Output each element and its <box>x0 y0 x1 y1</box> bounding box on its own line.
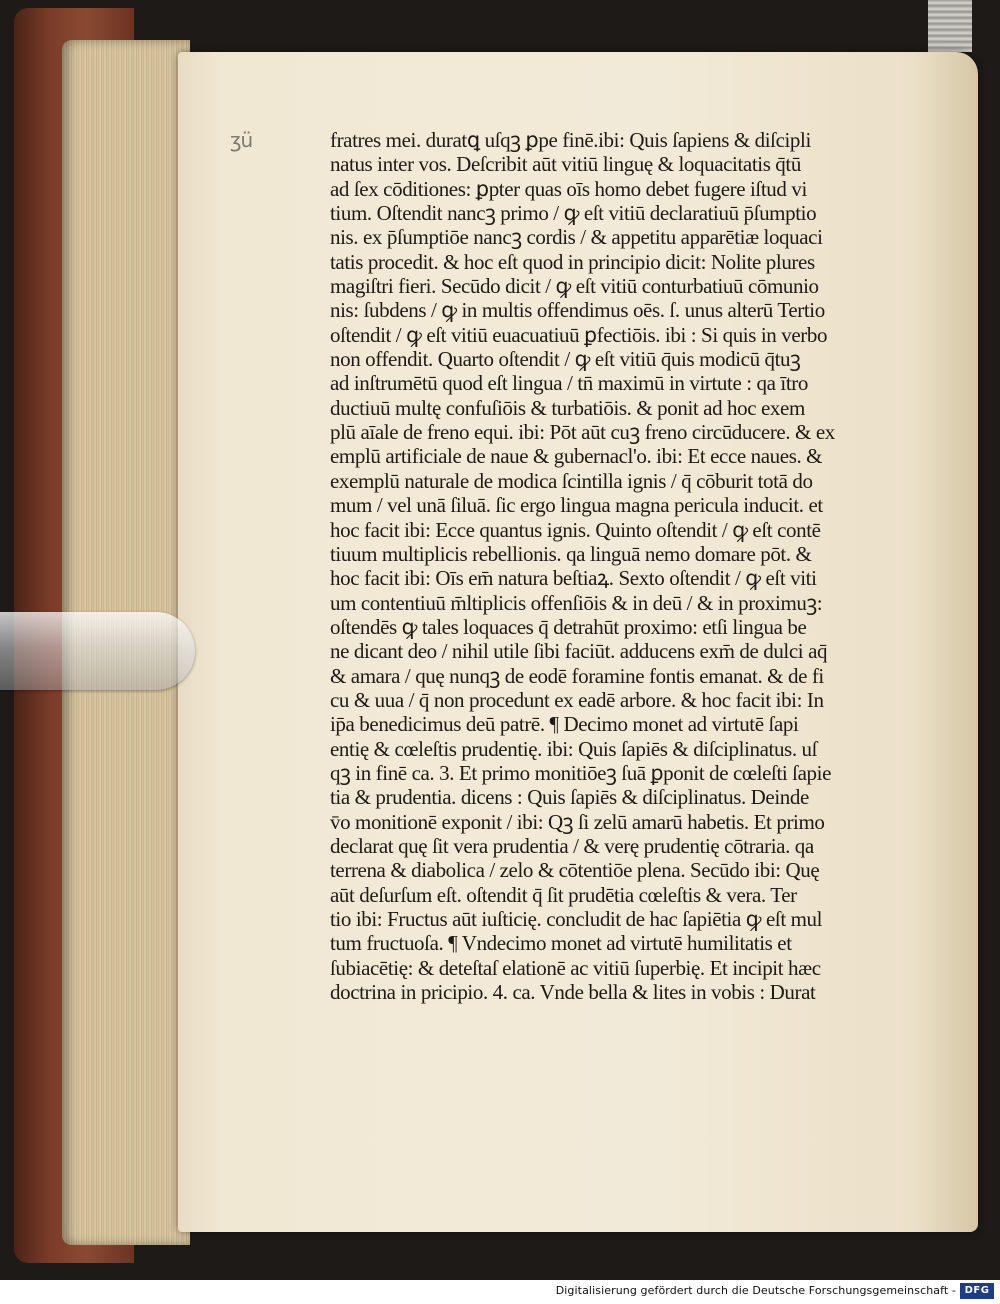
text-line: aūt deſurſum eſt. oſtendit q̄ ſit prudētia cœleſtis & vera. Ter <box>330 882 797 907</box>
text-line: hoc facit ibi: Oīs em̄ natura beſtiaꝝ. Sexto oſtendit / ꝙ eſt viti <box>330 566 817 591</box>
text-line: terrena & diabolica / zelo & cōtentiōe plena. Secūdo ibi: Quę <box>330 858 820 883</box>
text-line: tium. Oſtendit nancꝫ primo / ꝙ eſt vitiū declaratiuū p̄ſumptio <box>330 201 817 226</box>
text-line: tum fructuoſa. ¶ Vndecimo monet ad virtutē humilitatis et <box>330 931 792 956</box>
text-line: cu & uua / q̄ non procedunt ex eadē arbore. & hoc facit ibi: In <box>330 687 824 712</box>
text-line: ductiuū multę confuſiōis & turbatiōis. & ponit ad hoc exem <box>330 395 805 420</box>
binding-strap <box>928 0 972 52</box>
text-line: non offendit. Quarto oſtendit / ꝙ eſt vitiū q̄uis modicū q̄tuꝫ <box>330 347 801 372</box>
page-text-block <box>330 128 930 1004</box>
text-line: ip̄a benedicimus deū patrē. ¶ Decimo monet ad virtutē ſapi <box>330 712 799 737</box>
text-line: ſubiacētię: & deteſtaſ elationē ac vitiū ſuperbię. Et incipit hæc <box>330 955 821 980</box>
text-line: v̄o monitionē exponit / ibi: Qꝫ ſi zelū amarū habetis. Et primo <box>330 809 825 834</box>
text-line: entię & cœleſtis prudentię. ibi: Quis ſapiēs & diſciplinatus. uſ <box>330 736 818 761</box>
text-line: nis: ſubdens / ꝙ in multis offendimus oēs. ſ. unus alterū Tertio <box>330 298 825 323</box>
text-line: mum / vel unā ſiluā. ſic ergo lingua magna pericula inducit. et <box>330 493 823 518</box>
margin-ink-mark: ʒü <box>230 128 253 152</box>
text-line: tio ibi: Fructus aūt iuſticię. concludit de hac ſapiētia ꝙ eſt mul <box>330 907 823 931</box>
text-line: tiuum multiplicis rebellionis. qa linguā nemo domare pōt. & <box>330 541 812 566</box>
text-line: exemplū naturale de modica ſcintilla ignis / q̄ cōburit totā do <box>330 468 813 493</box>
text-line: magiſtri fieri. Secūdo dicit / ꝙ eſt vitiū conturbatiuū cōmunio <box>330 274 819 299</box>
text-line: oſtendēs ꝙ tales loquaces q̄ detrahūt proximo: etſi lingua be <box>330 614 807 639</box>
text-line: qꝫ in finē ca. 3. Et primo monitiōeꝫ ſuā ꝑponit de cœleſti ſapie <box>330 760 831 785</box>
text-line: emplū artificiale de naue & gubernacl'o. ibi: Et ecce naues. & <box>330 444 823 469</box>
footer-bar <box>0 1280 1000 1304</box>
funding-credit: Digitalisierung gefördert durch die Deutsche Forschungsgemeinschaft - <box>555 1284 956 1297</box>
text-line: tia & prudentia. dicens : Quis ſapiēs & diſciplinatus. Deinde <box>330 785 809 810</box>
text-line: natus inter vos. Deſcribit aūt vitiū linguę & loquacitatis q̄tū <box>330 152 801 177</box>
text-line: plū aīale de freno equi. ibi: Pōt aūt cuꝫ freno circūducere. & ex <box>330 420 835 445</box>
dfg-logo[interactable]: DFG <box>960 1283 994 1299</box>
text-line: nis. ex p̄ſumptiōe nancꝫ cordis / & appetitu apparētiæ loquaci <box>330 225 823 250</box>
text-line: & amara / quę nunqꝫ de eodē foramine fontis emanat. & de fi <box>330 663 824 688</box>
text-line: oſtendit / ꝙ eſt vitiū euacuatiuū ꝑfectiōis. ibi : Si quis in verbo <box>330 322 828 347</box>
text-line: ne dicant deo / nihil utile ſibi faciūt. adducens exm̄ de dulci aq̄ <box>330 639 828 664</box>
text-line: ad ſex cōditiones: ꝑpter quas oīs homo debet fugere iſtud vi <box>330 176 807 201</box>
text-line: hoc facit ibi: Ecce quantus ignis. Quinto oſtendit / ꝙ eſt contē <box>330 517 821 542</box>
text-line: tatis procedit. & hoc eſt quod in principio dicit: Nolite plures <box>330 249 815 274</box>
text-line: fratres mei. duratꝗ uſqꝫ ꝑpe finē.ibi: Quis ſapiens & diſcipli <box>330 128 811 152</box>
text-line: declarat quę ſit vera prudentia / & verę prudentię cōtraria. qa <box>330 833 814 858</box>
text-line: doctrina in pricipio. 4. ca. Vnde bella & lites in vobis : Durat <box>330 980 816 1005</box>
text-line: ad inſtrumētū quod eſt lingua / tn̄ maximū in virtute : qa ītro <box>330 371 808 396</box>
text-line: um contentiuū m̄ltiplicis offenſiōis & in deū / & in proximuꝫ: <box>330 590 823 615</box>
plastic-page-clip <box>0 612 195 690</box>
